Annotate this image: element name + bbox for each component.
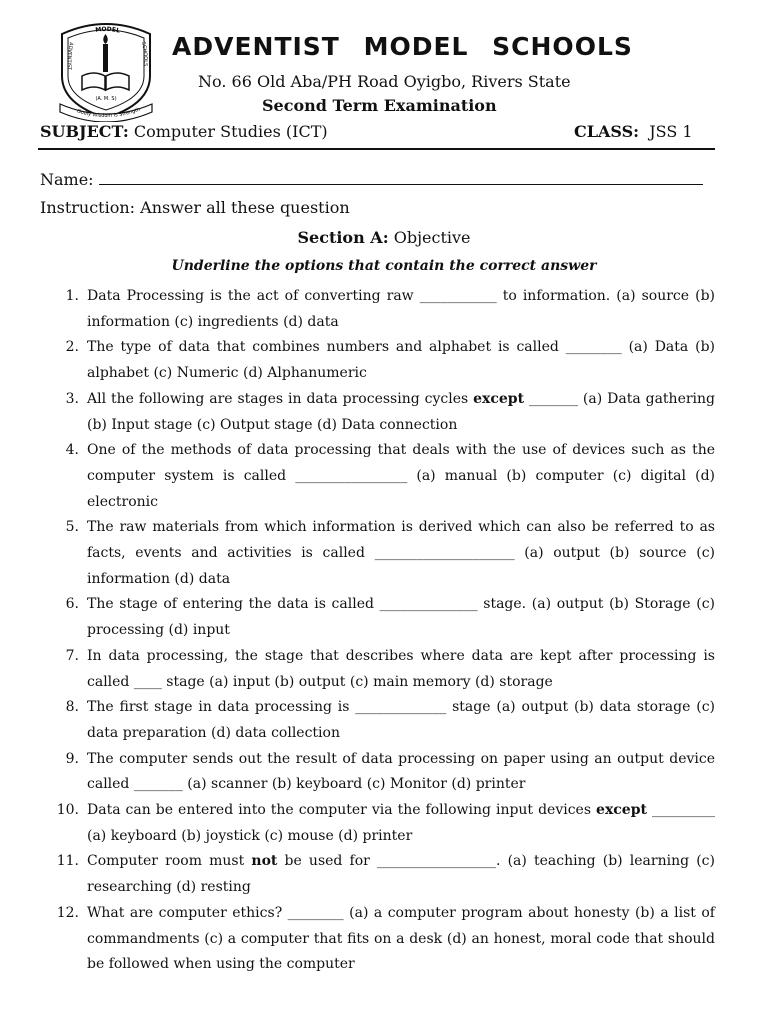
subject-label: SUBJECT: [40, 122, 129, 141]
question-number: 2. [65, 339, 79, 356]
question-number: 10. [56, 802, 79, 819]
question-number: 3. [65, 390, 79, 407]
section-label: Section A: [297, 228, 389, 247]
question-item [40, 644, 715, 695]
subject-row [40, 122, 715, 141]
question-number: 12. [56, 904, 79, 921]
question-text-post: be used for _________________. (a) teaching (b) learning (c) researching (d) resting [87, 853, 715, 896]
question-text: What are computer ethics? ________ (a) a computer program about honesty (b) a list of commandments (c) a computer that fits on a desk (d) an honest, moral code that should be followed when using the computer [87, 904, 715, 973]
section-instruction: Underline the options that contain the correct answer [171, 258, 597, 274]
question-text: Data Processing is the act of converting raw ___________ to information. (a) source (b) information (c) ingredients (d) data [87, 288, 715, 330]
logo-top-text: MODEL [94, 25, 121, 35]
question-text-pre: Data can be entered into the computer via the following input devices [87, 802, 597, 819]
subject-value: Computer Studies (ICT) [133, 122, 328, 141]
logo-left-text: ADVENTIST [65, 41, 74, 71]
question-text-pre: All the following are stages in data processing cycles [87, 390, 474, 407]
question-number: 1. [65, 288, 79, 304]
question-text: The stage of entering the data is called ______________ stage. (a) output (b) Storage (c) processing (d) input [87, 596, 715, 639]
question-emphasis: except [473, 390, 525, 407]
question-number: 6. [65, 596, 79, 613]
question-item [40, 747, 715, 798]
header-divider [38, 148, 715, 150]
exam-title: Second Term Examination [262, 96, 497, 115]
question-text: The type of data that combines numbers and alphabet is called ________ (a) Data (b) alphabet (c) Numeric (d) Alphanumeric [87, 339, 715, 382]
question-item [40, 284, 715, 335]
question-text: In data processing, the stage that describes where data are kept after processing is called ____ stage (a) input (b) output (c) main memory (d) storage [87, 647, 715, 690]
question-item [40, 335, 715, 386]
question-text: The raw materials from which information is derived which can also be referred to as facts, events and activities is called ____________________ (a) output (b) source (c) information (d) data [87, 519, 715, 587]
question-item [40, 387, 715, 438]
question-text: The computer sends out the result of data processing on paper using an output device called _______ (a) scanner (b) keyboard (c) Monitor (d) printer [87, 750, 715, 793]
name-label: Name: [40, 170, 94, 189]
question-number: 4. [65, 442, 79, 459]
school-address: No. 66 Old Aba/PH Road Oyigbo, Rivers State [198, 72, 571, 91]
question-text-post: _________ (a) keyboard (b) joystick (c) mouse (d) printer [87, 802, 715, 844]
section-heading [0, 228, 768, 247]
class-label: CLASS: [574, 122, 640, 141]
question-emphasis: not [251, 853, 278, 870]
school-crest-logo [52, 20, 160, 122]
question-number: 9. [65, 750, 79, 767]
logo-motto-text: Godly Wisdom is Strength [76, 106, 142, 120]
question-item [40, 515, 715, 592]
question-item [40, 695, 715, 746]
question-number: 7. [65, 647, 79, 664]
instruction-text: Instruction: Answer all these question [40, 198, 350, 217]
school-name: ADVENTIST MODEL SCHOOLS [172, 32, 633, 61]
question-item [40, 901, 715, 978]
section-value: Objective [393, 228, 471, 247]
question-emphasis: except [596, 802, 647, 819]
question-text-post: _______ (a) Data gathering (b) Input stage (c) Output stage (d) Data connection [87, 390, 715, 433]
name-row [40, 170, 703, 189]
question-item [40, 438, 715, 515]
question-item [40, 849, 715, 900]
logo-right-text: SCHOOLS [140, 41, 149, 67]
question-number: 8. [65, 699, 79, 716]
question-text-pre: Computer room must [87, 853, 252, 870]
question-item [40, 592, 715, 643]
question-list [40, 284, 715, 978]
logo-center-text: (A. M. S) [95, 96, 117, 102]
question-text: The first stage in data processing is _____________ stage (a) output (b) data storage (c) data preparation (d) data collection [87, 699, 715, 741]
question-item [40, 798, 715, 849]
question-number: 5. [65, 519, 79, 536]
class-value: JSS 1 [649, 122, 693, 141]
name-blank-line[interactable] [99, 170, 703, 185]
question-text: One of the methods of data processing that deals with the use of devices such as the computer system is called ________________ (a) manual (b) computer (c) digital (d) electronic [87, 442, 715, 510]
class-field [574, 122, 693, 141]
question-number: 11. [56, 853, 79, 870]
